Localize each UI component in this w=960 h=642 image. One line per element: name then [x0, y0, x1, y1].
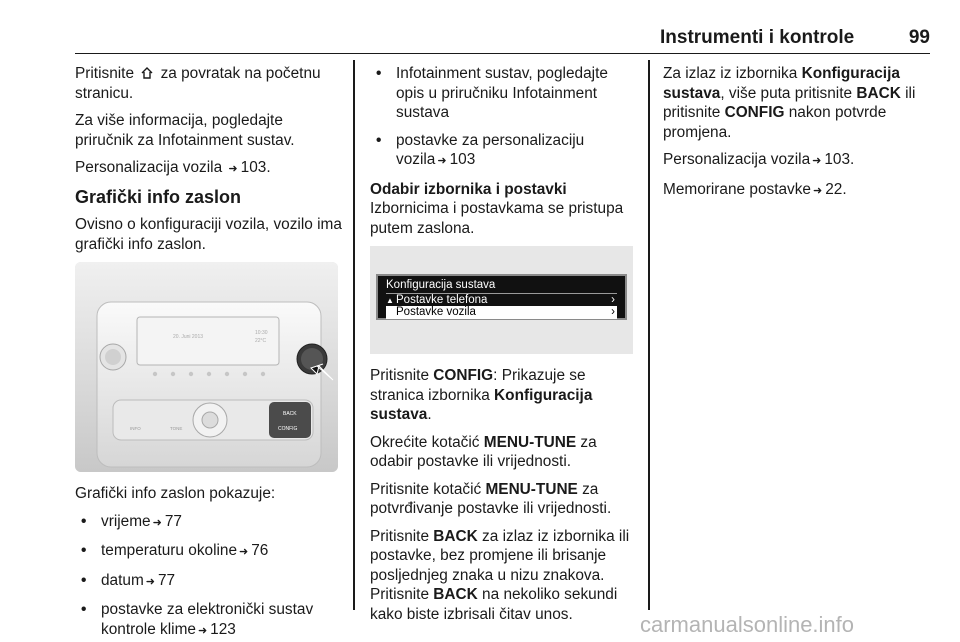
page-header — [75, 24, 930, 54]
paragraph-menu-access: Izbornicima i postavkama se pristupa putem zaslona. — [370, 200, 624, 237]
config-screen-illustration — [370, 246, 633, 354]
page-reference: ➜ 103. — [810, 151, 854, 168]
screen-menu-item-selected: Postavke vozila › — [386, 306, 617, 319]
paragraph-info: Za više informacija, pogledajte priručnik za Infotainment sustav. — [75, 112, 295, 149]
list-item: • vrijeme➜ 77 — [75, 512, 343, 534]
paragraph-press-knob: Pritisnite kotačić MENU-TUNE za potvrđivanje postavke ili vrijednosti. — [370, 480, 612, 517]
subheading: Odabir izbornika i postavki — [370, 180, 567, 198]
list-item: • postavke za elektronički sustav kontrole klime➜ 123 — [75, 600, 343, 641]
screen-title: Konfiguracija sustava — [386, 279, 496, 291]
paragraph-display-shows: Grafički info zaslon pokazuje: — [75, 485, 276, 502]
figure-config-label: CONFIG — [278, 426, 298, 432]
paragraph-config: Pritisnite CONFIG: Prikazuje se stranica izbornika Konfiguracija sustava. — [370, 367, 593, 423]
list-item: • datum➜ 77 — [75, 571, 343, 593]
up-arrow-icon: ▲ — [386, 296, 394, 305]
column-divider-2 — [648, 60, 650, 610]
watermark: carmanualsonline.info — [640, 612, 855, 637]
column-2 — [370, 64, 638, 632]
section-heading: Grafički info zaslon — [75, 186, 242, 207]
page-reference: ➜ 103. — [226, 159, 270, 176]
paragraph-memorized-ref: Memorirane postavke➜ 22. — [663, 180, 931, 202]
figure-date-label: 20. Juni 2013 — [173, 334, 204, 340]
chevron-right-icon: › — [611, 306, 615, 318]
paragraph-turn-knob: Okrećite kotačić MENU-TUNE za odabir postavke ili vrijednosti. — [370, 433, 597, 470]
list-item: • Infotainment sustav, pogledajte opis u priručniku Infotainment sustava — [370, 64, 638, 123]
paragraph-personalization-ref: Personalizacija vozila➜ 103. — [663, 150, 931, 172]
paragraph-display-intro: Ovisno o konfiguraciji vozila, vozilo ima grafički info zaslon. — [75, 216, 342, 253]
section-title: Instrumenti i kontrole — [660, 27, 855, 48]
display-features-list — [75, 512, 343, 642]
screen-menu-item: ▲ Postavke telefona › — [386, 294, 615, 306]
column-1 — [75, 64, 343, 642]
paragraph-personalization: Personalizacija vozila ➜ 103. — [75, 158, 343, 180]
column-3 — [663, 64, 931, 209]
figure-info-label: INFO — [130, 426, 141, 431]
chevron-right-icon: › — [611, 294, 615, 306]
figure-time-label: 10:30 — [255, 330, 268, 336]
page-reference: ➜ 22. — [811, 181, 847, 198]
figure-back-label: BACK — [283, 411, 297, 417]
list-item: • temperaturu okoline➜ 76 — [75, 541, 343, 563]
dashboard-panel-illustration — [75, 262, 338, 472]
paragraph-back: Pritisnite BACK za izlaz iz izbornika ili postavke, bez promjene ili brisanje posljednjeg znaka u nizu znakova. Pritisnite BACK na nekoliko sekundi kako biste izbrisali čitav unos. — [370, 527, 630, 623]
display-screen — [376, 274, 627, 320]
figure-tone-label: TONE — [170, 426, 183, 431]
list-item: • postavke za personalizaciju vozila➜ 103 — [370, 131, 638, 172]
page-number: 99 — [908, 27, 930, 48]
figure-temp-label: 22°C — [255, 338, 267, 344]
home-icon — [140, 66, 154, 80]
paragraph-exit-menu: Za izlaz iz izbornika Konfiguracija sustava, više puta pritisnite BACK ili pritisnite CONFIG nakon potvrde promjena. — [663, 65, 916, 141]
paragraph-home: Pritisnite za povratak na početnu stranicu. — [75, 65, 321, 102]
display-features-list-continued — [370, 64, 638, 172]
column-divider-1 — [353, 60, 355, 610]
